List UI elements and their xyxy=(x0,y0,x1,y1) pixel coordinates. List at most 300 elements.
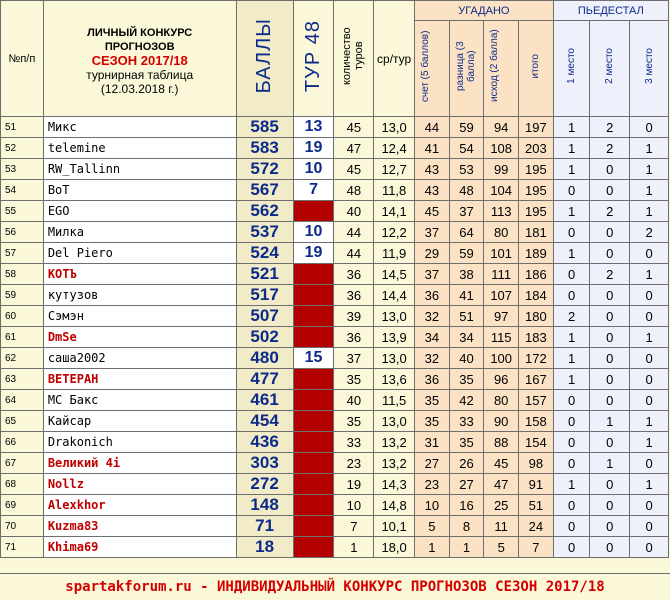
avg-per-tour: 14,4 xyxy=(374,285,415,306)
points-value: 303 xyxy=(236,453,293,474)
participant-name: Микс xyxy=(43,117,236,138)
avg-per-tour: 13,0 xyxy=(374,117,415,138)
third-place-count: 1 xyxy=(630,201,669,222)
points-value: 517 xyxy=(236,285,293,306)
outcome-count: 88 xyxy=(484,432,519,453)
points-value: 480 xyxy=(236,348,293,369)
participant-name: Nollz xyxy=(43,474,236,495)
avg-per-tour: 10,1 xyxy=(374,516,415,537)
first-place-count: 1 xyxy=(553,117,590,138)
third-place-count: 0 xyxy=(630,117,669,138)
second-place-count: 0 xyxy=(590,327,630,348)
tour-points: 15 xyxy=(293,348,334,369)
tours-count: 40 xyxy=(334,201,374,222)
participant-name: Милка xyxy=(43,222,236,243)
third-place-count: 0 xyxy=(630,285,669,306)
points-value: 521 xyxy=(236,264,293,285)
row-number: 54 xyxy=(1,180,44,201)
avg-per-tour: 13,0 xyxy=(374,348,415,369)
exact-score-count: 31 xyxy=(415,432,450,453)
participant-name: Сэмэн xyxy=(43,306,236,327)
participant-name: telemine xyxy=(43,138,236,159)
second-place-count: 1 xyxy=(590,411,630,432)
participant-name: Кайсар xyxy=(43,411,236,432)
tour-points xyxy=(293,432,334,453)
points-value: 507 xyxy=(236,306,293,327)
exact-score-count: 37 xyxy=(415,222,450,243)
outcome-count: 90 xyxy=(484,411,519,432)
third-place-count: 1 xyxy=(630,474,669,495)
difference-count: 33 xyxy=(449,411,484,432)
tour-points: 19 xyxy=(293,138,334,159)
tour-points xyxy=(293,201,334,222)
second-place-count: 0 xyxy=(590,285,630,306)
third-place-count: 0 xyxy=(630,495,669,516)
exact-score-count: 32 xyxy=(415,348,450,369)
points-value: 537 xyxy=(236,222,293,243)
tours-count: 36 xyxy=(334,327,374,348)
third-place-count: 0 xyxy=(630,243,669,264)
participant-name: кутузов xyxy=(43,285,236,306)
tours-count: 44 xyxy=(334,243,374,264)
outcome-count: 25 xyxy=(484,495,519,516)
tours-count: 36 xyxy=(334,264,374,285)
tour-points xyxy=(293,516,334,537)
tours-count: 39 xyxy=(334,306,374,327)
guessed-total: 24 xyxy=(519,516,554,537)
first-place-count: 1 xyxy=(553,348,590,369)
guessed-total: 186 xyxy=(519,264,554,285)
second-place-count: 0 xyxy=(590,159,630,180)
guessed-total: 180 xyxy=(519,306,554,327)
header-tours-count: количество туров xyxy=(334,1,374,117)
second-place-count: 0 xyxy=(590,495,630,516)
outcome-count: 113 xyxy=(484,201,519,222)
row-number: 56 xyxy=(1,222,44,243)
tour-points xyxy=(293,495,334,516)
guessed-total: 98 xyxy=(519,453,554,474)
points-value: 562 xyxy=(236,201,293,222)
difference-count: 26 xyxy=(449,453,484,474)
points-value: 502 xyxy=(236,327,293,348)
second-place-count: 0 xyxy=(590,348,630,369)
guessed-total: 181 xyxy=(519,222,554,243)
tour-points xyxy=(293,306,334,327)
exact-score-count: 5 xyxy=(415,516,450,537)
guessed-total: 195 xyxy=(519,180,554,201)
outcome-count: 45 xyxy=(484,453,519,474)
outcome-count: 101 xyxy=(484,243,519,264)
outcome-count: 104 xyxy=(484,180,519,201)
table-row xyxy=(1,453,669,474)
tours-count: 44 xyxy=(334,222,374,243)
participant-name: Великий 4i xyxy=(43,453,236,474)
third-place-count: 0 xyxy=(630,453,669,474)
tours-count: 45 xyxy=(334,159,374,180)
tour-points xyxy=(293,411,334,432)
row-number: 68 xyxy=(1,474,44,495)
guessed-total: 167 xyxy=(519,369,554,390)
exact-score-count: 10 xyxy=(415,495,450,516)
third-place-count: 1 xyxy=(630,264,669,285)
outcome-count: 107 xyxy=(484,285,519,306)
difference-count: 42 xyxy=(449,390,484,411)
third-place-count: 1 xyxy=(630,138,669,159)
participant-name: Alexkhor xyxy=(43,495,236,516)
table-row xyxy=(1,327,669,348)
points-value: 71 xyxy=(236,516,293,537)
exact-score-count: 45 xyxy=(415,201,450,222)
points-value: 148 xyxy=(236,495,293,516)
guessed-total: 154 xyxy=(519,432,554,453)
tours-count: 1 xyxy=(334,537,374,558)
tours-count: 19 xyxy=(334,474,374,495)
participant-name: МС Бакс xyxy=(43,390,236,411)
difference-count: 40 xyxy=(449,348,484,369)
row-number: 64 xyxy=(1,390,44,411)
first-place-count: 0 xyxy=(553,537,590,558)
second-place-count: 0 xyxy=(590,369,630,390)
table-row xyxy=(1,537,669,558)
points-value: 524 xyxy=(236,243,293,264)
header-avg: ср/тур xyxy=(374,1,415,117)
points-value: 572 xyxy=(236,159,293,180)
tour-points: 10 xyxy=(293,222,334,243)
first-place-count: 1 xyxy=(553,243,590,264)
third-place-count: 2 xyxy=(630,222,669,243)
avg-per-tour: 11,8 xyxy=(374,180,415,201)
avg-per-tour: 13,2 xyxy=(374,453,415,474)
tour-points xyxy=(293,537,334,558)
tour-points xyxy=(293,264,334,285)
table-body xyxy=(1,117,669,558)
guessed-total: 157 xyxy=(519,390,554,411)
participant-name: Kuzma83 xyxy=(43,516,236,537)
header-points: БАЛЛЫ xyxy=(236,1,293,117)
table-row xyxy=(1,390,669,411)
participant-name: Drakonich xyxy=(43,432,236,453)
row-number: 60 xyxy=(1,306,44,327)
row-number: 69 xyxy=(1,495,44,516)
difference-count: 59 xyxy=(449,117,484,138)
difference-count: 35 xyxy=(449,369,484,390)
tour-points xyxy=(293,474,334,495)
exact-score-count: 43 xyxy=(415,159,450,180)
guessed-total: 195 xyxy=(519,201,554,222)
first-place-count: 1 xyxy=(553,138,590,159)
second-place-count: 2 xyxy=(590,264,630,285)
participant-name: Khima69 xyxy=(43,537,236,558)
guessed-total: 184 xyxy=(519,285,554,306)
outcome-count: 80 xyxy=(484,222,519,243)
table-row xyxy=(1,222,669,243)
guessed-total: 197 xyxy=(519,117,554,138)
avg-per-tour: 13,0 xyxy=(374,306,415,327)
row-number: 65 xyxy=(1,411,44,432)
points-value: 454 xyxy=(236,411,293,432)
table-row xyxy=(1,348,669,369)
guessed-total: 195 xyxy=(519,159,554,180)
table-row xyxy=(1,411,669,432)
guessed-total: 203 xyxy=(519,138,554,159)
outcome-count: 96 xyxy=(484,369,519,390)
difference-count: 38 xyxy=(449,264,484,285)
header-diff: разница (3 балла) xyxy=(449,21,484,117)
avg-per-tour: 11,5 xyxy=(374,390,415,411)
points-value: 567 xyxy=(236,180,293,201)
table-row xyxy=(1,180,669,201)
avg-per-tour: 18,0 xyxy=(374,537,415,558)
points-value: 585 xyxy=(236,117,293,138)
table-row xyxy=(1,432,669,453)
second-place-count: 2 xyxy=(590,138,630,159)
third-place-count: 1 xyxy=(630,180,669,201)
exact-score-count: 36 xyxy=(415,285,450,306)
row-number: 57 xyxy=(1,243,44,264)
table-row xyxy=(1,264,669,285)
exact-score-count: 35 xyxy=(415,411,450,432)
participant-name: EGO xyxy=(43,201,236,222)
exact-score-count: 36 xyxy=(415,369,450,390)
exact-score-count: 32 xyxy=(415,306,450,327)
avg-per-tour: 14,1 xyxy=(374,201,415,222)
table-row xyxy=(1,201,669,222)
difference-count: 54 xyxy=(449,138,484,159)
season-label: СЕЗОН 2017/18 xyxy=(91,52,188,68)
header-podium-group: ПЬЕДЕСТАЛ xyxy=(553,1,668,21)
row-number: 66 xyxy=(1,432,44,453)
first-place-count: 0 xyxy=(553,495,590,516)
tour-points xyxy=(293,369,334,390)
third-place-count: 0 xyxy=(630,306,669,327)
first-place-count: 0 xyxy=(553,285,590,306)
tours-count: 33 xyxy=(334,432,374,453)
second-place-count: 0 xyxy=(590,390,630,411)
avg-per-tour: 13,6 xyxy=(374,369,415,390)
row-number: 51 xyxy=(1,117,44,138)
tours-count: 23 xyxy=(334,453,374,474)
avg-per-tour: 13,2 xyxy=(374,432,415,453)
outcome-count: 97 xyxy=(484,306,519,327)
header-outcome: исход (2 балла) xyxy=(484,21,519,117)
third-place-count: 1 xyxy=(630,327,669,348)
third-place-count: 1 xyxy=(630,411,669,432)
difference-count: 59 xyxy=(449,243,484,264)
tours-count: 47 xyxy=(334,138,374,159)
outcome-count: 99 xyxy=(484,159,519,180)
difference-count: 37 xyxy=(449,201,484,222)
header-guessed-group: УГАДАНО xyxy=(415,1,554,21)
points-value: 18 xyxy=(236,537,293,558)
tour-points xyxy=(293,390,334,411)
third-place-count: 0 xyxy=(630,348,669,369)
tours-count: 35 xyxy=(334,369,374,390)
second-place-count: 2 xyxy=(590,117,630,138)
first-place-count: 0 xyxy=(553,516,590,537)
table-row xyxy=(1,117,669,138)
date-label: (12.03.2018 г.) xyxy=(100,81,179,96)
third-place-count: 1 xyxy=(630,159,669,180)
row-number: 70 xyxy=(1,516,44,537)
row-number: 71 xyxy=(1,537,44,558)
guessed-total: 183 xyxy=(519,327,554,348)
participant-name: RW_Tallinn xyxy=(43,159,236,180)
second-place-count: 1 xyxy=(590,453,630,474)
tour-points xyxy=(293,453,334,474)
tours-count: 7 xyxy=(334,516,374,537)
outcome-count: 80 xyxy=(484,390,519,411)
first-place-count: 0 xyxy=(553,432,590,453)
footer-banner: spartakforum.ru - ИНДИВИДУАЛЬНЫЙ КОНКУРС ПРОГНОЗОВ СЕЗОН 2017/18 xyxy=(0,573,670,600)
tours-count: 35 xyxy=(334,411,374,432)
outcome-count: 5 xyxy=(484,537,519,558)
row-number: 61 xyxy=(1,327,44,348)
points-value: 436 xyxy=(236,432,293,453)
third-place-count: 0 xyxy=(630,390,669,411)
outcome-count: 108 xyxy=(484,138,519,159)
row-number: 55 xyxy=(1,201,44,222)
exact-score-count: 23 xyxy=(415,474,450,495)
difference-count: 35 xyxy=(449,432,484,453)
exact-score-count: 27 xyxy=(415,453,450,474)
first-place-count: 1 xyxy=(553,159,590,180)
row-number: 62 xyxy=(1,348,44,369)
tour-points: 7 xyxy=(293,180,334,201)
header-title xyxy=(43,1,236,117)
title-line-1: ЛИЧНЫЙ КОНКУРС xyxy=(87,26,193,39)
row-number: 53 xyxy=(1,159,44,180)
difference-count: 16 xyxy=(449,495,484,516)
difference-count: 34 xyxy=(449,327,484,348)
guessed-total: 7 xyxy=(519,537,554,558)
table-row xyxy=(1,495,669,516)
outcome-count: 111 xyxy=(484,264,519,285)
participant-name: КОТЪ xyxy=(43,264,236,285)
exact-score-count: 43 xyxy=(415,180,450,201)
points-value: 272 xyxy=(236,474,293,495)
exact-score-count: 41 xyxy=(415,138,450,159)
second-place-count: 0 xyxy=(590,243,630,264)
title-line-2: ПРОГНОЗОВ xyxy=(104,40,175,53)
row-number: 59 xyxy=(1,285,44,306)
avg-per-tour: 14,3 xyxy=(374,474,415,495)
tour-points: 13 xyxy=(293,117,334,138)
header-num: №п/п xyxy=(1,1,44,117)
points-value: 461 xyxy=(236,390,293,411)
tour-points xyxy=(293,327,334,348)
table-row xyxy=(1,516,669,537)
row-number: 58 xyxy=(1,264,44,285)
guessed-total: 189 xyxy=(519,243,554,264)
outcome-count: 47 xyxy=(484,474,519,495)
header-total: итого xyxy=(519,21,554,117)
second-place-count: 0 xyxy=(590,537,630,558)
exact-score-count: 29 xyxy=(415,243,450,264)
avg-per-tour: 13,9 xyxy=(374,327,415,348)
table-row xyxy=(1,369,669,390)
tours-count: 36 xyxy=(334,285,374,306)
third-place-count: 0 xyxy=(630,369,669,390)
header-place-3: 3 место xyxy=(630,21,669,117)
avg-per-tour: 14,5 xyxy=(374,264,415,285)
avg-per-tour: 14,8 xyxy=(374,495,415,516)
participant-name: ВЕТЕРАН xyxy=(43,369,236,390)
table-row xyxy=(1,159,669,180)
table-row xyxy=(1,285,669,306)
difference-count: 1 xyxy=(449,537,484,558)
exact-score-count: 37 xyxy=(415,264,450,285)
tours-count: 10 xyxy=(334,495,374,516)
table-row xyxy=(1,306,669,327)
second-place-count: 0 xyxy=(590,432,630,453)
guessed-total: 172 xyxy=(519,348,554,369)
tours-count: 45 xyxy=(334,117,374,138)
table-row xyxy=(1,138,669,159)
row-number: 52 xyxy=(1,138,44,159)
participant-name: DmSe xyxy=(43,327,236,348)
first-place-count: 0 xyxy=(553,390,590,411)
difference-count: 51 xyxy=(449,306,484,327)
tour-points: 19 xyxy=(293,243,334,264)
difference-count: 48 xyxy=(449,180,484,201)
tour-points xyxy=(293,285,334,306)
exact-score-count: 34 xyxy=(415,327,450,348)
first-place-count: 0 xyxy=(553,180,590,201)
first-place-count: 0 xyxy=(553,222,590,243)
subtitle-label: турнирная таблица xyxy=(86,67,194,82)
second-place-count: 2 xyxy=(590,201,630,222)
outcome-count: 11 xyxy=(484,516,519,537)
tours-count: 37 xyxy=(334,348,374,369)
tours-count: 48 xyxy=(334,180,374,201)
avg-per-tour: 11,9 xyxy=(374,243,415,264)
guessed-total: 158 xyxy=(519,411,554,432)
avg-per-tour: 13,0 xyxy=(374,411,415,432)
difference-count: 8 xyxy=(449,516,484,537)
second-place-count: 0 xyxy=(590,474,630,495)
participant-name: саша2002 xyxy=(43,348,236,369)
first-place-count: 2 xyxy=(553,306,590,327)
header-tour: ТУР 48 xyxy=(293,1,334,117)
difference-count: 41 xyxy=(449,285,484,306)
difference-count: 53 xyxy=(449,159,484,180)
guessed-total: 51 xyxy=(519,495,554,516)
avg-per-tour: 12,2 xyxy=(374,222,415,243)
tour-points: 10 xyxy=(293,159,334,180)
tours-count: 40 xyxy=(334,390,374,411)
third-place-count: 1 xyxy=(630,432,669,453)
outcome-count: 100 xyxy=(484,348,519,369)
first-place-count: 1 xyxy=(553,474,590,495)
avg-per-tour: 12,4 xyxy=(374,138,415,159)
third-place-count: 0 xyxy=(630,537,669,558)
exact-score-count: 44 xyxy=(415,117,450,138)
exact-score-count: 35 xyxy=(415,390,450,411)
first-place-count: 1 xyxy=(553,327,590,348)
header-score: счет (5 баллов) xyxy=(415,21,450,117)
first-place-count: 1 xyxy=(553,201,590,222)
exact-score-count: 1 xyxy=(415,537,450,558)
second-place-count: 0 xyxy=(590,180,630,201)
second-place-count: 0 xyxy=(590,306,630,327)
difference-count: 27 xyxy=(449,474,484,495)
second-place-count: 0 xyxy=(590,222,630,243)
participant-name: Del Piero xyxy=(43,243,236,264)
first-place-count: 0 xyxy=(553,411,590,432)
third-place-count: 0 xyxy=(630,516,669,537)
table-row xyxy=(1,474,669,495)
second-place-count: 0 xyxy=(590,516,630,537)
